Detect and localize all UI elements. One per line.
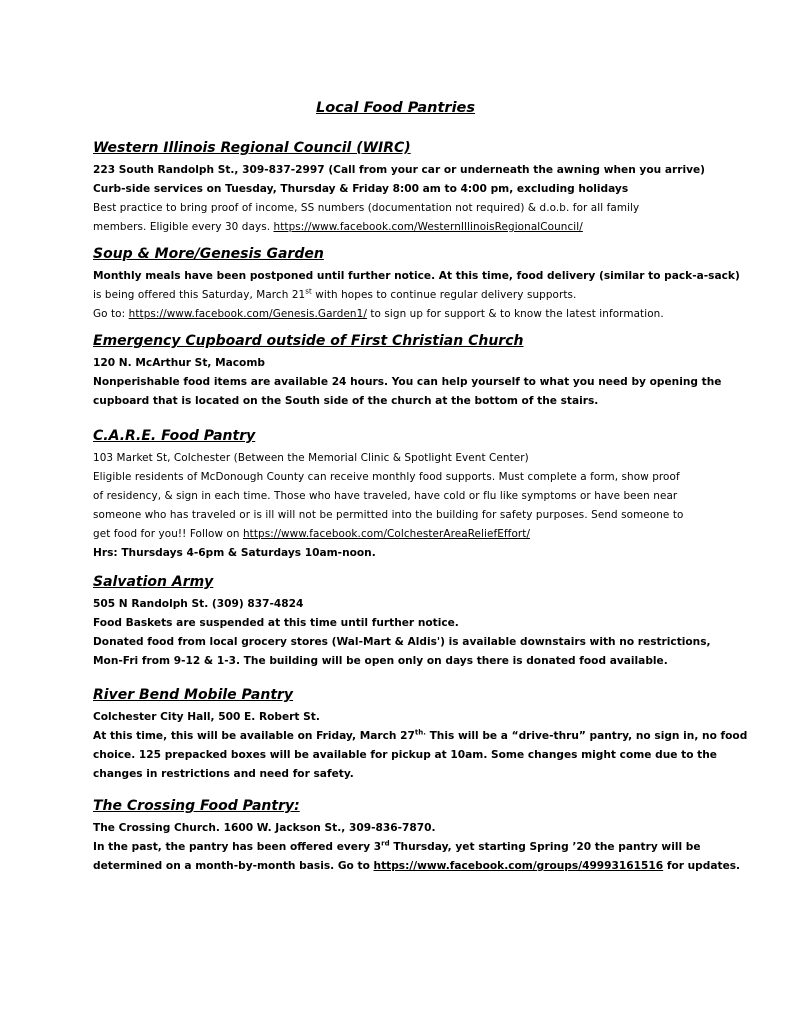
info-text: for updates. bbox=[663, 860, 741, 872]
info-line: someone who has traveled or is ill will not be permitted into the building for safety purposes. Send someone to bbox=[93, 509, 684, 521]
section-crossing-pantry bbox=[93, 797, 741, 876]
info-line bbox=[93, 727, 748, 746]
info-text: get food for you!! Follow on bbox=[93, 528, 243, 540]
info-text: members. Eligible every 30 days. bbox=[93, 221, 274, 233]
info-line bbox=[93, 857, 741, 876]
address-line: Colchester City Hall, 500 E. Robert St. bbox=[93, 711, 320, 723]
info-text: with hopes to continue regular delivery supports. bbox=[311, 289, 577, 301]
info-line bbox=[93, 838, 733, 857]
info-line bbox=[93, 305, 733, 324]
hours-line: Hrs: Thursdays 4-6pm & Saturdays 10am-noon. bbox=[93, 547, 376, 559]
info-text: determined on a month-by-month basis. Go to bbox=[93, 860, 374, 872]
info-text: In the past, the pantry has been offered every 3 bbox=[93, 841, 382, 853]
section-title: The Crossing Food Pantry: bbox=[93, 798, 300, 814]
section-emergency-cupboard bbox=[93, 332, 733, 411]
facebook-link[interactable]: https://www.facebook.com/groups/49993161516 bbox=[373, 860, 664, 872]
section-salvation-army bbox=[93, 573, 733, 671]
ordinal-suffix: th. bbox=[414, 728, 426, 737]
info-line: cupboard that is located on the South side of the church at the bottom of the stairs. bbox=[93, 395, 599, 407]
section-title: Soup & More/Genesis Garden bbox=[93, 246, 324, 262]
section-care-pantry bbox=[93, 427, 733, 563]
section-title: Salvation Army bbox=[93, 574, 214, 590]
info-line bbox=[93, 525, 733, 544]
address-line: 120 N. McArthur St, Macomb bbox=[93, 357, 265, 369]
info-text: At this time, this will be available on Friday, March 27 bbox=[93, 730, 415, 742]
info-line: Mon-Fri from 9-12 & 1-3. The building will be open only on days there is donated food available. bbox=[93, 655, 668, 667]
address-line: 505 N Randolph St. (309) 837-4824 bbox=[93, 598, 304, 610]
info-line bbox=[93, 218, 733, 237]
section-title: Emergency Cupboard outside of First Christian Church bbox=[93, 333, 524, 349]
info-line: changes in restrictions and need for safety. bbox=[93, 768, 354, 780]
notice-line: Food Baskets are suspended at this time until further notice. bbox=[93, 617, 459, 629]
info-line: Donated food from local grocery stores (Wal-Mart & Aldis') is available downstairs with no restrictions, bbox=[93, 636, 711, 648]
info-line: Best practice to bring proof of income, SS numbers (documentation not required) & d.o.b. for all family bbox=[93, 202, 640, 214]
section-wirc bbox=[93, 139, 733, 237]
address-line: The Crossing Church. 1600 W. Jackson St., 309-836-7870. bbox=[93, 822, 436, 834]
hours-line: Curb-side services on Tuesday, Thursday & Friday 8:00 am to 4:00 pm, excluding holidays bbox=[93, 183, 629, 195]
section-title: River Bend Mobile Pantry bbox=[93, 687, 294, 703]
info-line: choice. 125 prepacked boxes will be available for pickup at 10am. Some changes might come due to the bbox=[93, 749, 717, 761]
page-title: Local Food Pantries bbox=[315, 100, 476, 116]
section-title: Western Illinois Regional Council (WIRC) bbox=[93, 140, 411, 156]
facebook-link[interactable]: https://www.facebook.com/Genesis.Garden1/ bbox=[128, 308, 367, 320]
info-text: is being offered this Saturday, March 21 bbox=[93, 289, 306, 301]
info-line: Eligible residents of McDonough County can receive monthly food supports. Must complete a form, show proof bbox=[93, 471, 680, 483]
address-line: 103 Market St, Colchester (Between the Memorial Clinic & Spotlight Event Center) bbox=[93, 452, 529, 464]
ordinal-suffix: rd bbox=[381, 839, 390, 848]
info-line: Nonperishable food items are available 24 hours. You can help yourself to what you need by opening the bbox=[93, 376, 722, 388]
address-line: 223 South Randolph St., 309-837-2997 (Call from your car or underneath the awning when you arrive) bbox=[93, 164, 706, 176]
ordinal-suffix: st bbox=[305, 287, 312, 296]
section-title: C.A.R.E. Food Pantry bbox=[93, 428, 256, 444]
facebook-link[interactable]: https://www.facebook.com/ColchesterAreaReliefEffort/ bbox=[243, 528, 531, 540]
info-text: Go to: bbox=[93, 308, 129, 320]
info-line: of residency, & sign in each time. Those who have traveled, have cold or flu like symptoms or have been near bbox=[93, 490, 678, 502]
facebook-link[interactable]: https://www.facebook.com/WesternIllinoisRegionalCouncil/ bbox=[273, 221, 583, 233]
section-river-bend bbox=[93, 686, 748, 784]
section-soup-more bbox=[93, 245, 740, 324]
info-line bbox=[93, 286, 733, 305]
info-line: Monthly meals have been postponed until further notice. At this time, food delivery (similar to pack-a-sack) bbox=[93, 270, 740, 282]
info-text: to sign up for support & to know the latest information. bbox=[366, 308, 664, 320]
info-text: Thursday, yet starting Spring ’20 the pantry will be bbox=[389, 841, 701, 853]
info-text: This will be a “drive-thru” pantry, no sign in, no food bbox=[425, 730, 748, 742]
